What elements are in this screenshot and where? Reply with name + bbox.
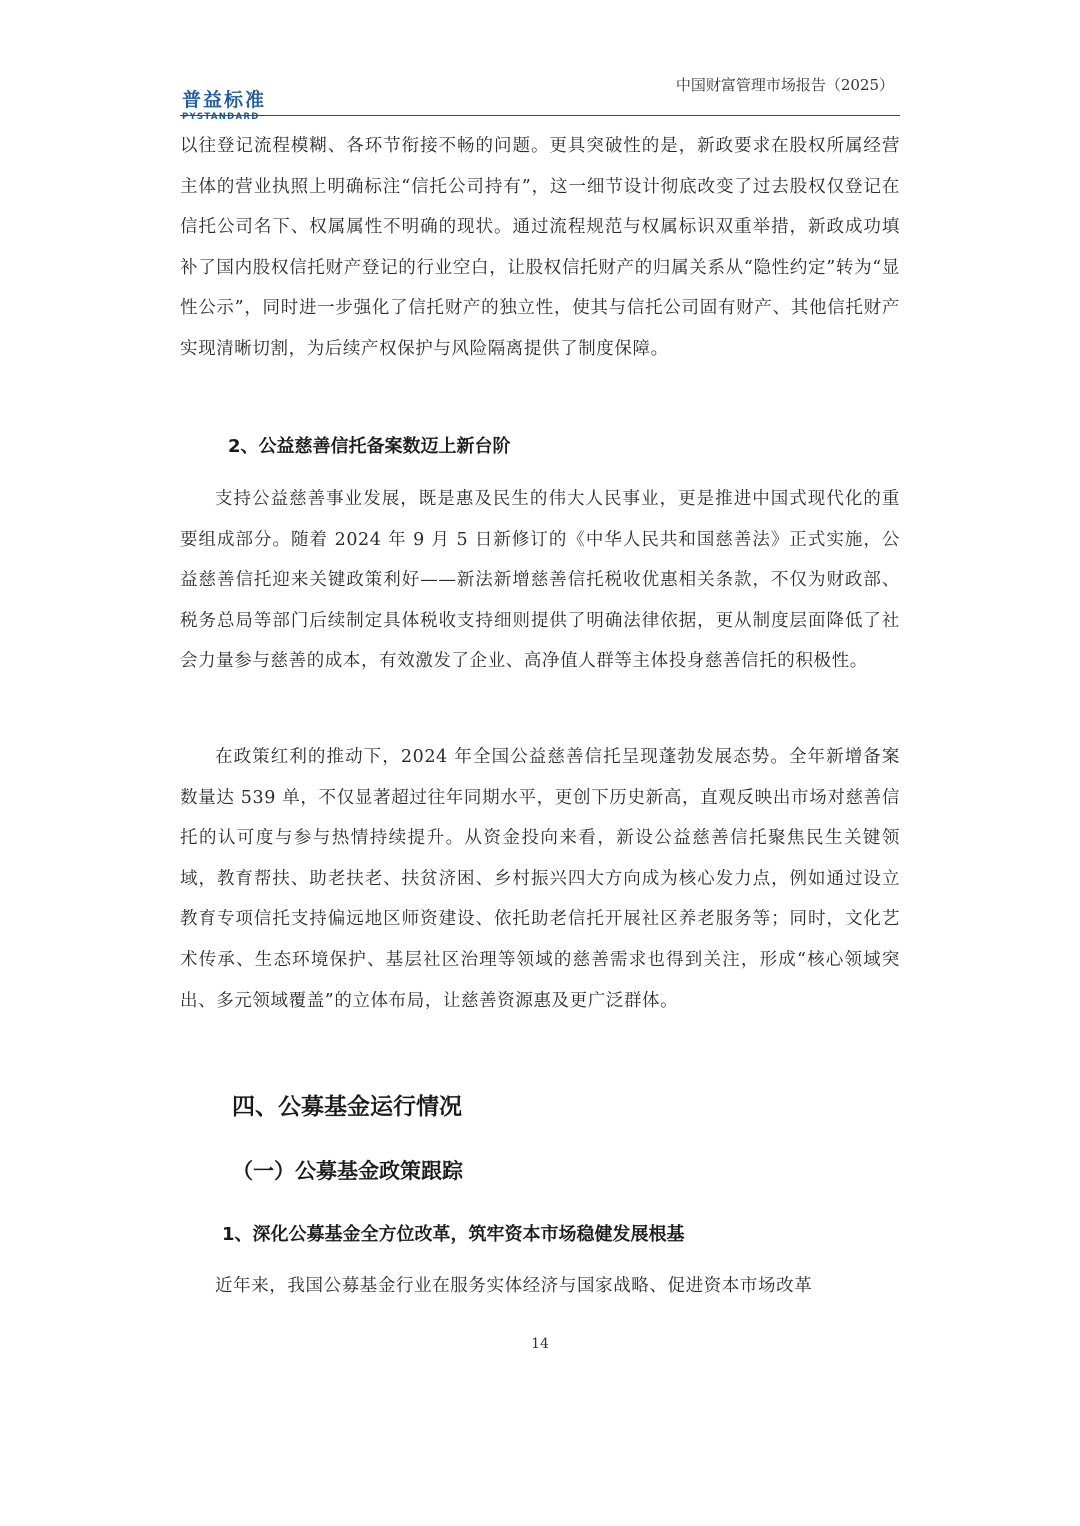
header-rule — [180, 115, 900, 116]
logo — [182, 88, 266, 122]
subsection-heading-policy-tracking: （一）公募基金政策跟踪 — [232, 1159, 463, 1183]
paragraph-continued: 以往登记流程模糊、各环节衔接不畅的问题。更具突破性的是，新政要求在股权所属经营主体的营业执照上明确标注“信托公司持有”，这一细节设计彻底改变了过去股权仅登记在信托公司名下、权属属性不明确的现状。通过流程规范与权属标识双重举措，新政成功填补了国内股权信托财产登记的行业空白，让股权信托财产的归属关系从“隐性约定”转为“显性公示”，同时进一步强化了信托财产的独立性，使其与信托公司固有财产、其他信托财产实现清晰切割，为后续产权保护与风险隔离提供了制度保障。 — [180, 136, 900, 359]
logo-english: PYSTANDARD — [182, 112, 260, 122]
section-heading-public-funds: 四、公募基金运行情况 — [232, 1094, 462, 1120]
logo-chinese: 普益标准 — [182, 89, 267, 111]
paragraph-fund-intro: 近年来，我国公募基金行业在服务实体经济与国家战略、促进资本市场改革 — [215, 1276, 813, 1296]
paragraph-charity-law: 支持公益慈善事业发展，既是惠及民生的伟大人民事业，更是推进中国式现代化的重要组成部分。随着 2024 年 9 月 5 日新修订的《中华人民共和国慈善法》正式实施，公益慈善信托迎来关键政策利好——新法新增慈善信托税收优惠相关条款，不仅为财政部、税务总局等部门后续制定具体税收支持细则提供了明确法律依据，更从制度层面降低了社会力量参与慈善的成本，有效激发了企业、高净值人群等主体投身慈善信托的积极性。 — [180, 489, 900, 672]
paragraph-charity-growth: 在政策红利的推动下，2024 年全国公益慈善信托呈现蓬勃发展态势。全年新增备案数量达 539 单，不仅显著超过往年同期水平，更创下历史新高，直观反映出市场对慈善信托的认可度与参与热情持续提升。从资金投向来看，新设公益慈善信托聚焦民生关键领域，教育帮扶、助老扶老、扶贫济困、乡村振兴四大方向成为核心发力点，例如通过设立教育专项信托支持偏远地区师资建设、依托助老信托开展社区养老服务等；同时，文化艺术传承、生态环境保护、基层社区治理等领域的慈善需求也得到关注，形成“核心领域突出、多元领域覆盖”的立体布局，让慈善资源惠及更广泛群体。 — [180, 747, 900, 1011]
heading-charity-trust: 2、公益慈善信托备案数迈上新台阶 — [228, 436, 511, 457]
heading-fund-reform: 1、深化公募基金全方位改革，筑牢资本市场稳健发展根基 — [222, 1224, 685, 1245]
report-title: 中国财富管理市场报告（2025） — [675, 76, 894, 94]
page-number: 14 — [531, 1336, 549, 1352]
